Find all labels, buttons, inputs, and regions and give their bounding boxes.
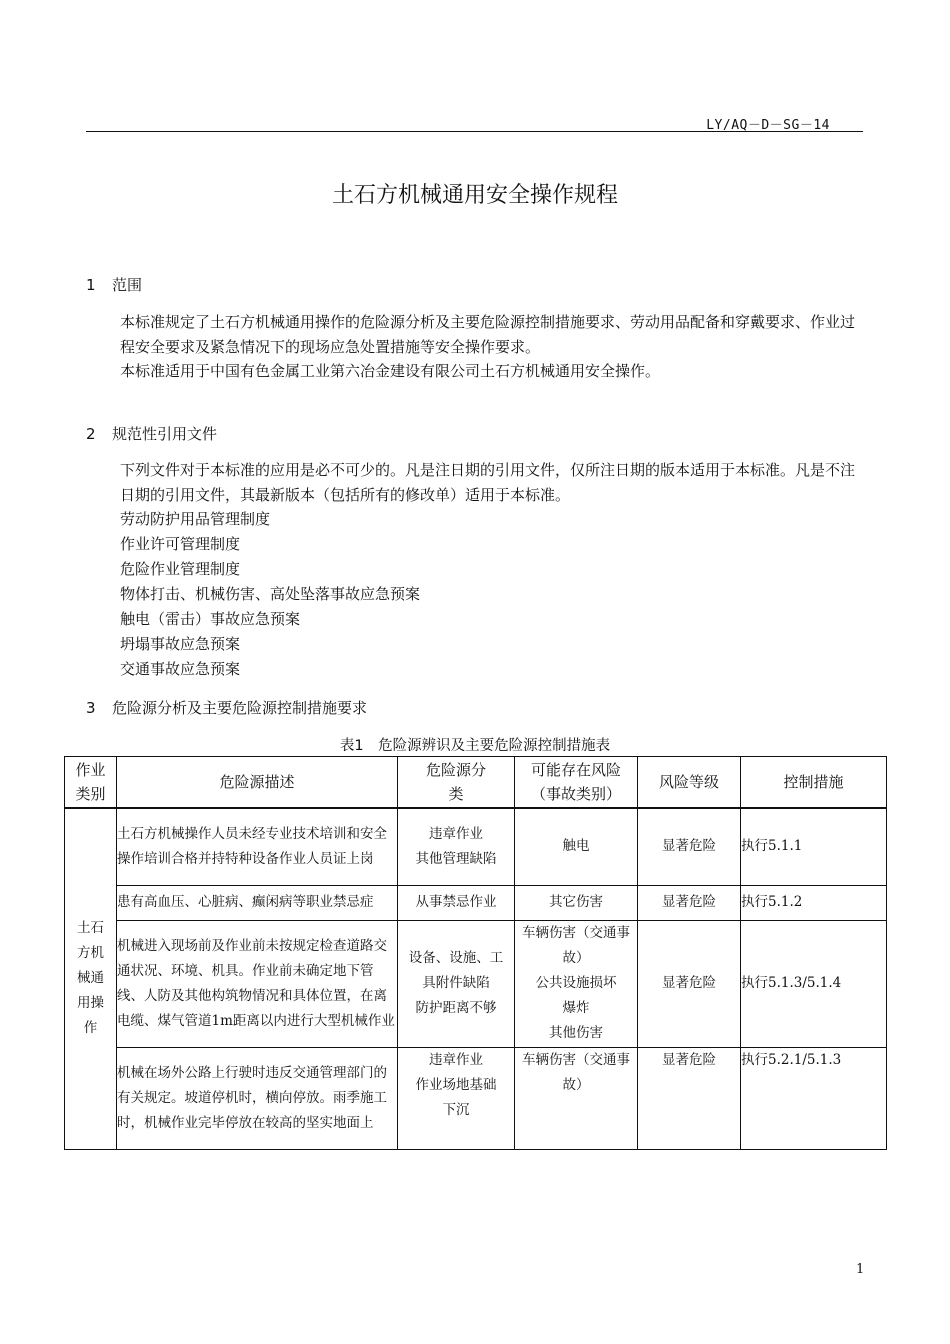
level-cell: 显著危险	[638, 1047, 741, 1149]
reference-item: 危险作业管理制度	[120, 560, 241, 578]
section-2-body	[86, 458, 866, 507]
section-title: 范围	[112, 276, 143, 294]
risk-cell: 触电	[515, 808, 638, 885]
risk-cell: 车辆伤害（交通事故） 公共设施损坏 爆炸 其他伤害	[515, 920, 638, 1047]
page-number: 1	[856, 1262, 865, 1277]
reference-list	[120, 507, 420, 682]
level-cell: 显著危险	[638, 885, 741, 920]
type-cell: 违章作业 作业场地基础下沉	[398, 1047, 515, 1149]
risk-cell: 其它伤害	[515, 885, 638, 920]
paragraph: 本标准规定了土石方机械通用操作的危险源分析及主要危险源控制措施要求、劳动用品配备和穿戴要求、作业过程安全要求及紧急情况下的现场应急处置措施等安全操作要求。	[120, 313, 856, 356]
section-1-heading	[86, 274, 142, 295]
header-description: 危险源描述	[117, 757, 398, 809]
control-cell: 执行5.1.2	[741, 885, 887, 920]
category-cell	[65, 808, 117, 1149]
section-3-heading	[86, 697, 367, 718]
control-cell: 执行5.1.3/5.1.4	[741, 920, 887, 1047]
table-header-row	[65, 757, 887, 809]
control-cell: 执行5.1.1	[741, 808, 887, 885]
reference-item: 触电（雷击）事故应急预案	[120, 610, 301, 628]
table-row	[65, 1047, 887, 1149]
section-number: 3	[86, 699, 96, 717]
header-category: 作业类别	[65, 757, 117, 809]
category-text: 土石方机械通用操作	[77, 920, 104, 1037]
level-cell: 显著危险	[638, 920, 741, 1047]
reference-item: 劳动防护用品管理制度	[120, 510, 271, 528]
header-rule	[86, 131, 863, 132]
desc-cell: 机械进入现场前及作业前未按规定检查道路交通状况、环境、机具。作业前未确定地下管线、人防及其他构筑物情况和具体位置，在离电缆、煤气管道1m距离以内进行大型机械作业	[117, 920, 398, 1047]
type-cell: 违章作业 其他管理缺陷	[398, 808, 515, 885]
header-risk: 可能存在风险（事故类别）	[515, 757, 638, 809]
type-cell	[398, 920, 515, 1047]
section-title: 规范性引用文件	[112, 425, 218, 443]
section-2-heading	[86, 423, 217, 444]
header-control: 控制措施	[741, 757, 887, 809]
reference-item: 坍塌事故应急预案	[120, 635, 241, 653]
reference-item: 交通事故应急预案	[120, 660, 241, 678]
type-cell: 从事禁忌作业	[398, 885, 515, 920]
hazard-table	[64, 756, 887, 1150]
table-row	[65, 920, 887, 1047]
section-1-body	[86, 310, 866, 384]
type-text: 设备、设施、工具附件缺陷 防护距离不够	[408, 950, 504, 1016]
document-title: 土石方机械通用安全操作规程	[331, 183, 618, 208]
table-row	[65, 885, 887, 920]
section-number: 2	[86, 425, 96, 443]
level-cell: 显著危险	[638, 808, 741, 885]
desc-cell: 机械在场外公路上行驶时违反交通管理部门的有关规定。坡道停机时，横向停放。雨季施工时，机械作业完毕停放在较高的坚实地面上	[117, 1047, 398, 1149]
risk-cell: 车辆伤害（交通事故）	[515, 1047, 638, 1149]
table-row	[65, 808, 887, 885]
reference-item: 物体打击、机械伤害、高处坠落事故应急预案	[120, 585, 421, 603]
section-number: 1	[86, 276, 96, 294]
control-cell: 执行5.2.1/5.1.3	[741, 1047, 887, 1149]
desc-cell: 患有高血压、心脏病、癫闲病等职业禁忌症	[117, 885, 398, 920]
table-caption: 表1 危险源辨识及主要危险源控制措施表	[339, 738, 611, 754]
section-title: 危险源分析及主要危险源控制措施要求	[112, 699, 368, 717]
desc-cell: 土石方机械操作人员未经专业技术培训和安全操作培训合格并持特种设备作业人员证上岗	[117, 808, 398, 885]
reference-item: 作业许可管理制度	[120, 535, 241, 553]
paragraph: 下列文件对于本标准的应用是必不可少的。凡是注日期的引用文件，仅所注日期的版本适用于本标准。凡是不注日期的引用文件，其最新版本（包括所有的修改单）适用于本标准。	[120, 461, 856, 504]
paragraph: 本标准适用于中国有色金属工业第六冶金建设有限公司土石方机械通用安全操作。	[120, 362, 661, 380]
document-id: LY/AQ－D－SG－14	[706, 118, 830, 133]
header-level: 风险等级	[638, 757, 741, 809]
header-type: 危险源分类	[398, 757, 515, 809]
